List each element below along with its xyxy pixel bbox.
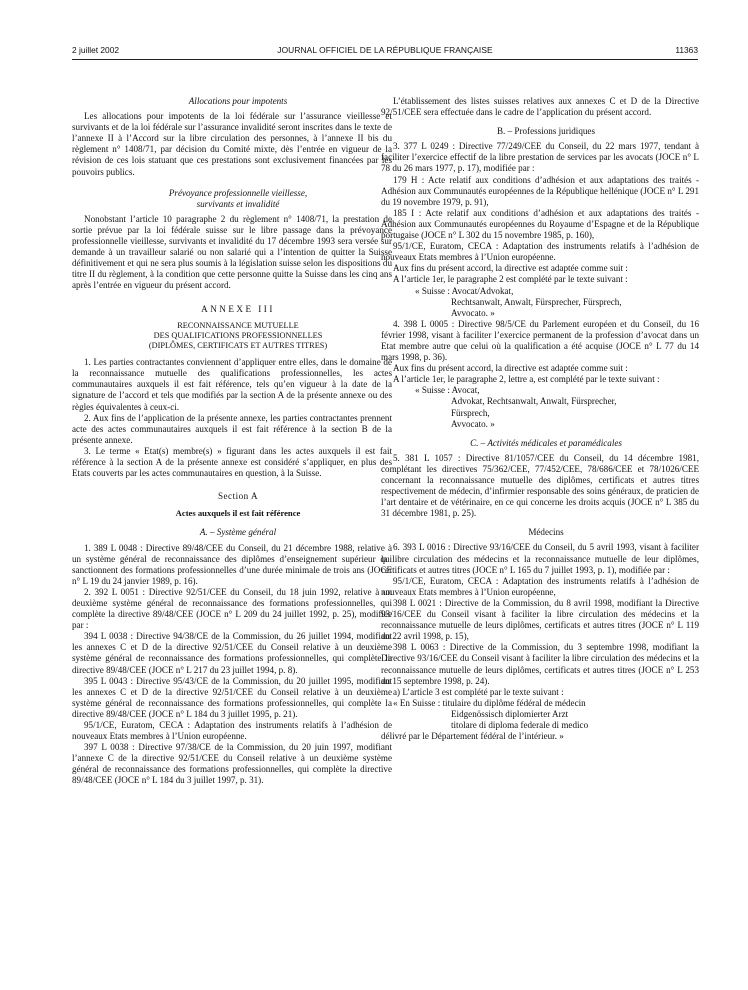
medecins-heading: Médecins — [528, 527, 564, 538]
item-6-article-3: a) L’article 3 est complété par le texte suivant : — [393, 686, 564, 697]
annexe-subtitle-3: (DIPLÔMES, CERTIFICATS ET AUTRES TITRES) — [148, 341, 328, 350]
section-a-title: Section A — [217, 491, 259, 502]
item-4: 4. 398 L 0005 : Directive 98/5/CE du Parlement européen et du Conseil, du 16 février 1998, visant à faciliter l’exercice permanent de la profession d’avocat dans un Etat membre autre que celui où la qualification a été acquise (JOCE n° L 77 du 14 mars 1998, p. 36). — [381, 318, 699, 363]
item-4-suisse-line-1: « Suisse : Avocat, — [415, 385, 480, 396]
item-3: 3. 377 L 0249 : Directive 77/249/CEE du Conseil, du 22 mars 1977, tendant à faciliter l’exercice effectif de la libre prestation de services par les avocats (JOCE n° L 78 du 26 mars 1977, p. 17), modifiée par : — [381, 141, 699, 174]
allocations-title: Allocations pour impotents — [188, 96, 288, 106]
prevoyance-title-line-2: survivants et invalidité — [196, 198, 280, 209]
header-page-number: 11363 — [675, 45, 698, 55]
item-2-amendment-4: 397 L 0038 : Directive 97/38/CE de la Commission, du 20 juin 1997, modifiant l’annexe C de la directive 92/51/CEE du Conseil relative à un deuxième système général de reconnaissance des formations professionnelles, qui complète la directive 89/48/CEE (JOCE n° L 184 du 3 juillet 1997, p. 31). — [72, 742, 392, 786]
item-4-article: A l’article 1er, le paragraphe 2, lettre a, est complété par le texte suivant : — [393, 374, 660, 385]
activites-medicales-heading — [381, 438, 699, 449]
annexe-subtitle-2: DES QUALIFICATIONS PROFESSIONNELLES — [153, 330, 323, 340]
annexe-paragraph-1: 1. Les parties contractantes conviennent d’appliquer entre elles, dans le domaine de la reconnaissance mutuelle des qualifications professionnelles, les actes communautaires auxquels il est fait référence, tels qu’en vigueur à la date de la signature de l’accord et tels que modifiés par la section A de la présente annexe ou des règles équivalentes à ceux-ci. — [72, 357, 392, 412]
lists-paragraph: L’établissement des listes suisses relatives aux annexes C et D de la Directive 92/51/CEE sera effectuée dans le cadre de l’application du présent accord. — [381, 96, 699, 118]
item-4-suisse-line-3: Fürsprech, — [451, 407, 490, 418]
item-5: 5. 381 L 1057 : Directive 81/1057/CEE du Conseil, du 14 décembre 1981, complétant les directives 75/362/CEE, 77/452/CEE, 78/686/CEE et 78/1026/CEE concernant la reconnaissance mutuelle des diplômes, certificats et autres titres respectivement de médecin, d’infirmier responsable des soins généraux, de praticien de l’art dentaire et de vétérinaire, en ce qui concerne les droits acquis (JOCE n° L 385 du 31 décembre 1981, p. 25). — [381, 452, 699, 519]
item-6-suisse-line-4: délivré par le Département fédéral de l’intérieur. » — [381, 731, 564, 742]
item-6-amendment-1: 95/1/CE, Euratom, CECA : Adaptation des instruments relatifs à l’adhésion de nouveaux Etats membres à l’Union européenne, — [381, 575, 699, 597]
item-4-adaptation: Aux fins du présent accord, la directive est adaptée comme suit : — [393, 363, 628, 374]
item-1: 1. 389 L 0048 : Directive 89/48/CEE du Conseil, du 21 décembre 1988, relative à un système général de reconnaissance des diplômes d’enseignement supérieur qui sanctionnent des formations professionnelles d’une durée minimale de trois ans (JOCE n° L 19 du 24 janvier 1989, p. 16). — [72, 542, 392, 586]
item-6-amendment-3: 398 L 0063 : Directive de la Commission, du 3 septembre 1998, modifiant la Directive 93/16/CEE du Conseil visant à faciliter la libre circulation des médecins et la reconnaissance mutuelle de leurs diplômes, certificats et autres titres (JOCE n° L 253 du 15 septembre 1998, p. 24). — [381, 642, 699, 686]
item-2-amendment-3: 95/1/CE, Euratom, CECA : Adaptation des instruments relatifs à l’adhésion de nouveaux Etats membres à l’Union européenne. — [72, 720, 392, 742]
prevoyance-title-line-1: Prévoyance professionnelle vieillesse, — [168, 187, 308, 198]
item-6-suisse-line-2: Eidgenössisch diplomierter Arzt — [451, 708, 569, 719]
header-rule — [72, 59, 698, 60]
item-3-amendment-2: 185 I : Acte relatif aux conditions d’adhésion et aux adaptations des traités - Adhésion aux Communautés européennes du Royaume d’Espagne et de la République portugaise (JOCE n° L 302 du 15 novembre 1985, p. 160), — [381, 207, 699, 241]
annexe-paragraph-2: 2. Aux fins de l’application de la présente annexe, les parties contractantes prennent acte des actes communautaires auxquels il est fait référence à la section B de la présente annexe. — [72, 412, 392, 445]
systeme-general-heading — [72, 527, 392, 538]
left-column — [72, 96, 392, 787]
header-date: 2 juillet 2002 — [72, 45, 120, 55]
professions-juridiques-heading-text: B. – Professions juridiques — [496, 126, 595, 137]
header-journal-title: JOURNAL OFFICIEL DE LA RÉPUBLIQUE FRANÇAISE — [277, 45, 493, 55]
item-6: 6. 393 L 0016 : Directive 93/16/CEE du Conseil, du 5 avril 1993, visant à faciliter la libre circulation des médecins et la reconnaissance mutuelle de leur diplômes, certificats et autres titres (JOCE n° L 165 du 7 juillet 1993, p. 1), modifiée par : — [381, 542, 699, 575]
item-6-suisse-line-3: titolare di diploma federale di medico — [451, 719, 589, 730]
section-a-subtitle: Actes auxquels il est fait référence — [175, 508, 301, 519]
item-3-article: A l’article 1er, le paragraphe 2 est complété par le texte suivant : — [393, 274, 628, 285]
item-2: 2. 392 L 0051 : Directive 92/51/CEE du Conseil, du 18 juin 1992, relative à un deuxième système général de reconnaissance des formations professionnelles, qui complète la directive 89/48/CEE (JOCE n° L 209 du 24 juillet 1992, p. 25), modifiée par : — [72, 586, 392, 631]
item-4-suisse-line-4: Avvocato. » — [451, 418, 495, 429]
annexe-paragraph-3: 3. Le terme « Etat(s) membre(s) » figurant dans les actes auxquels il est fait référence à la section A de la présente annexe est considéré s’appliquer, en plus des Etats couverts par les actes communautaires en question, à la Suisse. — [72, 445, 392, 479]
item-3-amendment-1: 179 H : Acte relatif aux conditions d’adhésion et aux adaptations des traités - Adhésion aux Communautés européennes de la République hellénique (JOCE n° L 291 du 19 novembre 1979, p. 91), — [381, 174, 699, 207]
activites-medicales-heading-text: C. – Activités médicales et paramédicales — [470, 437, 622, 448]
item-6-amendment-2: 398 L 0021 : Directive de la Commission, du 8 avril 1998, modifiant la Directive 93/16/CEE du Conseil visant à faciliter la libre circulation des médecins et la reconnaissance mutuelle de leurs diplômes, certificats et autres titres (JOCE n° L 119 du 22 avril 1998, p. 15), — [381, 597, 699, 642]
item-3-suisse-line-1: « Suisse : Avocat/Advokat, — [415, 285, 514, 296]
systeme-general-heading-text: A. – Système général — [199, 527, 277, 538]
item-3-adaptation: Aux fins du présent accord, la directive est adaptée comme suit : — [393, 263, 628, 274]
annexe-title: ANNEXE III — [201, 303, 275, 314]
item-3-suisse-line-3: Avvocato. » — [451, 307, 495, 318]
item-2-amendment-1: 394 L 0038 : Directive 94/38/CE de la Commission, du 26 juillet 1994, modifiant les annexes C et D de la directive 92/51/CEE du Conseil relative à un deuxième système général de reconnaissance des formations professionnelles, qui complète la directive 89/48/CEE (JOCE n° L 217 du 23 juillet 1994, p. 8). — [72, 631, 392, 675]
prevoyance-text: Nonobstant l’article 10 paragraphe 2 du règlement n° 1408/71, la prestation de sortie prévue par la loi fédérale suisse sur le libre passage dans la prévoyance professionnelle vieillesse, survivants et invalidité du 17 décembre 1993 sera versée sur demande à un travailleur salarié ou non salarié qui a l’intention de quitter la Suisse définitivement et qui ne sera plus soumis à la législation suisse selon les dispositions du titre II du règlement, à la condition que cette personne quitte la Suisse dans les cinq ans après l’entrée en vigueur du présent accord. — [72, 213, 392, 291]
item-4-suisse-line-2: Advokat, Rechtsanwalt, Anwalt, Fürsprecher, — [451, 396, 617, 407]
item-6-suisse-line-1: « En Suisse : titulaire du diplôme fédéral de médecin — [393, 697, 586, 708]
item-2-amendment-2: 395 L 0043 : Directive 95/43/CE de la Commission, du 20 juillet 1995, modifiant les annexes C et D de la directive 92/51/CEE du Conseil relative à un deuxième système général de reconnaissance des formations professionnelles, qui complète la directive 89/48/CEE (JOCE n° L 184 du 3 juillet 1995, p. 21). — [72, 675, 392, 719]
right-column — [381, 96, 699, 742]
item-3-amendment-3: 95/1/CE, Euratom, CECA : Adaptation des instruments relatifs à l’adhésion de nouveaux Etats membres à l’Union européenne. — [381, 241, 699, 263]
allocations-text: Les allocations pour impotents de la loi fédérale sur l’assurance vieillesse et survivants et de la loi fédérale sur l’assurance invalidité seront inscrites dans le texte de l’annexe II à l’Accord sur la libre circulation des personnes, à l’annexe II bis du règlement n° 1408/71, par décision du Comité mixte, dès l’entrée en vigueur de la révision de ces lois statuant que ces prestations sont exclusivement financées par les pouvoirs publics. — [72, 111, 392, 177]
professions-juridiques-heading — [381, 126, 699, 137]
item-3-suisse-line-2: Rechtsanwalt, Anwalt, Fürsprecher, Fürsprech, — [451, 296, 622, 307]
annexe-subtitle-1: RECONNAISSANCE MUTUELLE — [177, 320, 299, 330]
